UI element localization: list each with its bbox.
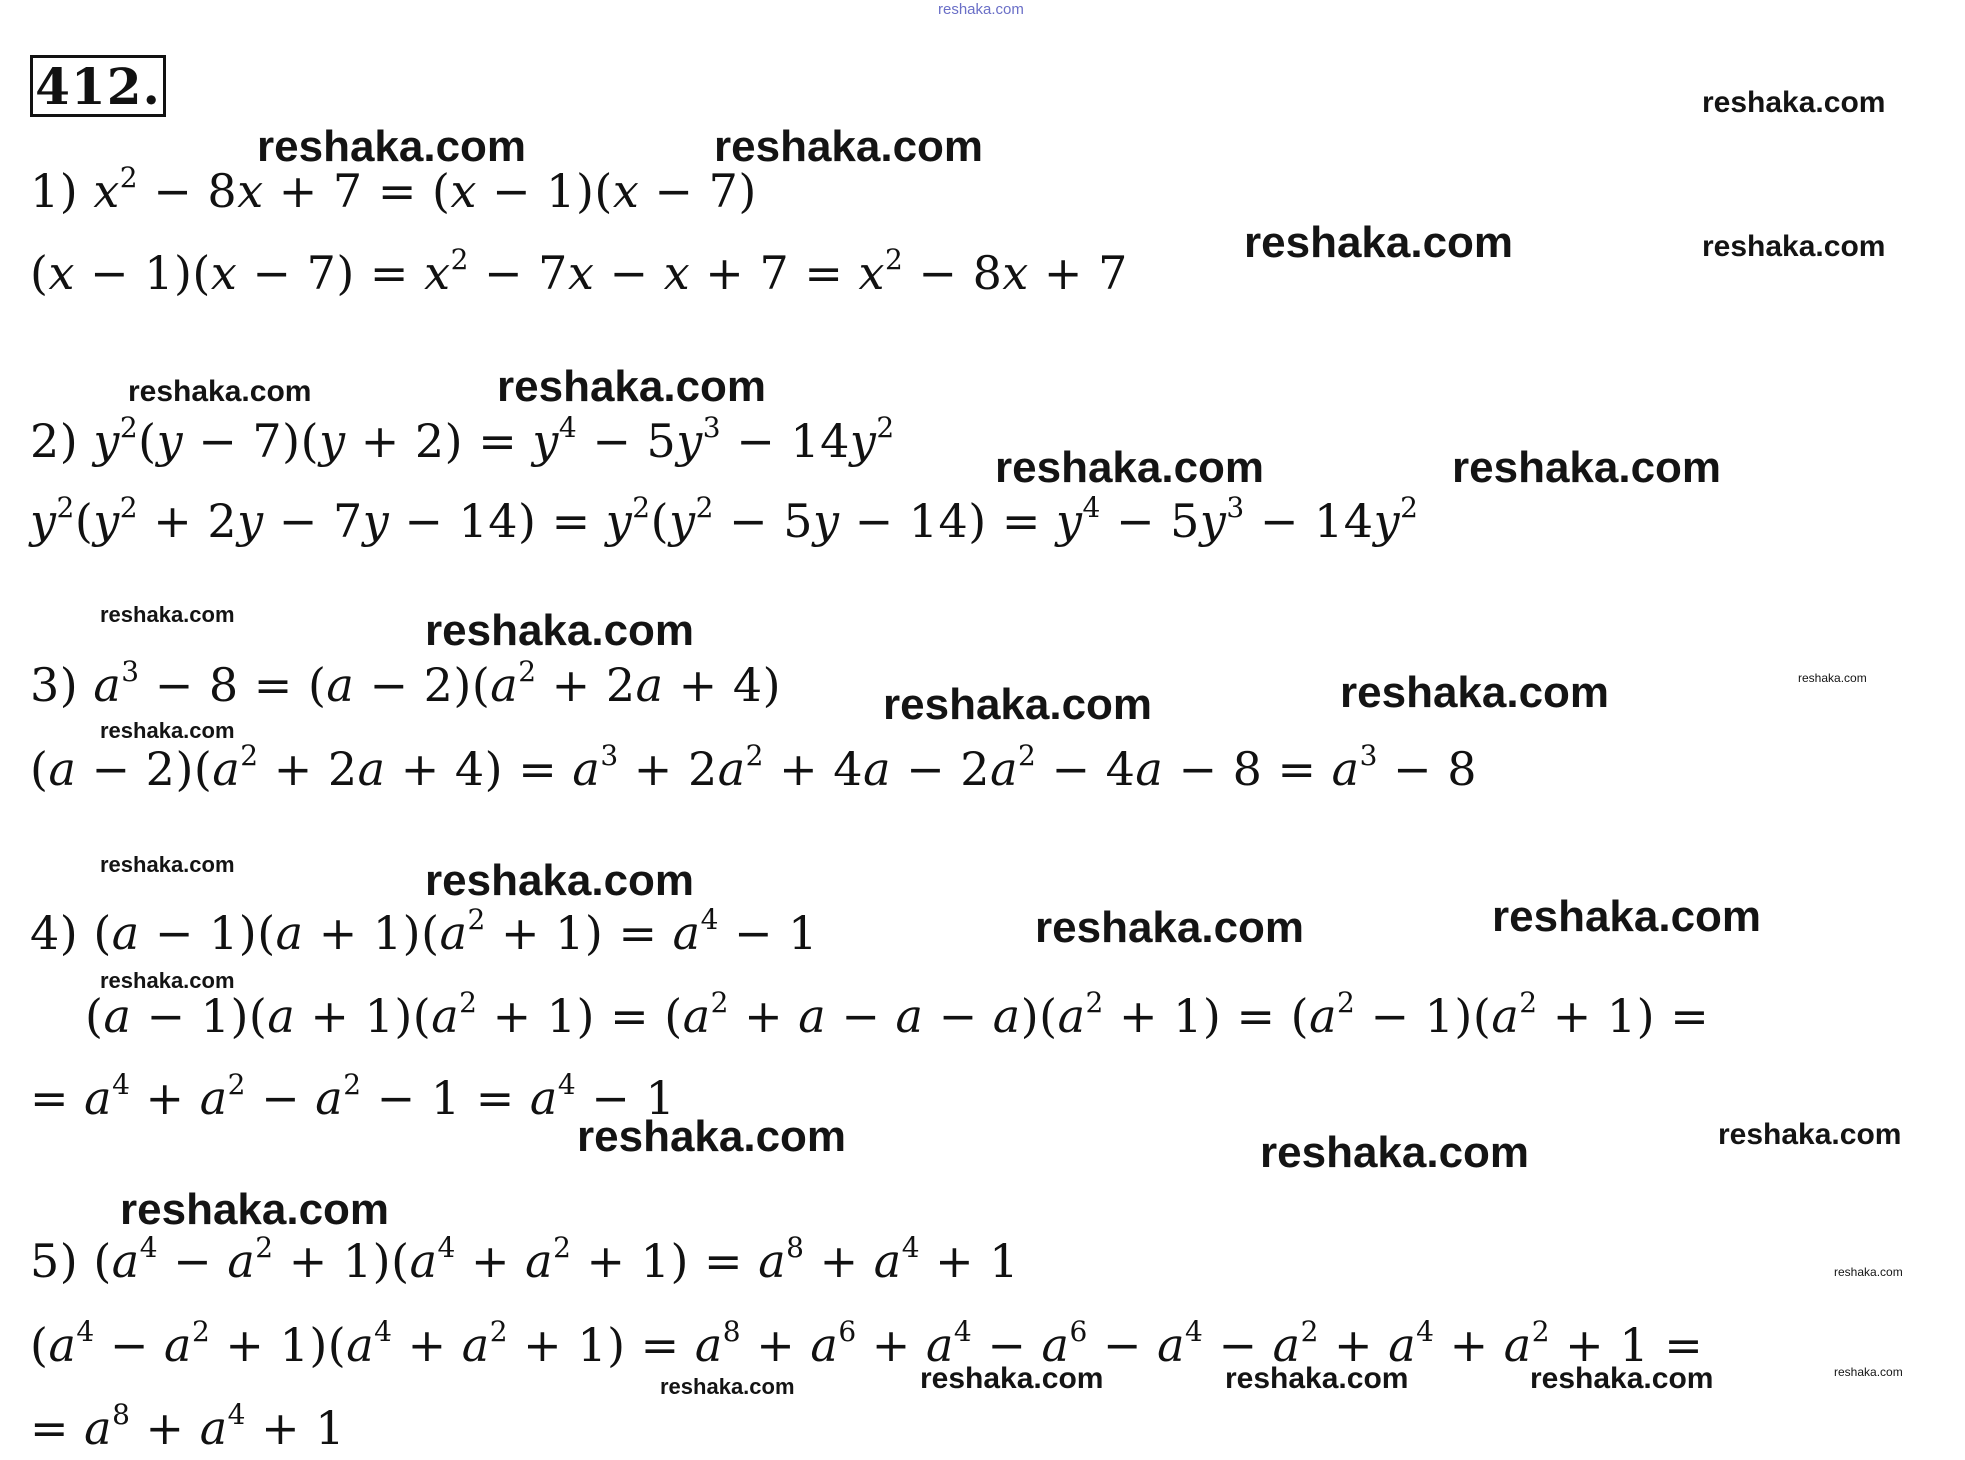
watermark: reshaka.com	[1702, 86, 1886, 119]
math-line: 4) $(a - 1)(a + 1)(a^2 + 1) = a^4 - 1$	[30, 903, 818, 960]
watermark: reshaka.com	[577, 1112, 847, 1161]
watermark: reshaka.com	[1225, 1362, 1409, 1395]
watermark: reshaka.com	[995, 443, 1265, 492]
math-line: 5) $(a^4 - a^2 + 1)(a^4 + a^2 + 1) = a^8 + a^4 + 1$	[30, 1231, 1020, 1288]
watermark: reshaka.com	[1492, 892, 1762, 941]
watermark: reshaka.com	[714, 122, 984, 171]
watermark: reshaka.com	[425, 606, 695, 655]
watermark: reshaka.com	[425, 856, 695, 905]
watermark: reshaka.com	[1530, 1362, 1714, 1395]
watermark: reshaka.com	[497, 362, 767, 411]
watermark: reshaka.com	[1834, 1365, 1903, 1379]
problem-number: 412.	[30, 55, 166, 117]
watermark: reshaka.com	[1834, 1265, 1903, 1279]
watermark: reshaka.com	[1702, 230, 1886, 263]
math-line: $(a - 1)(a + 1)(a^2 + 1) = (a^2 + a - a - a)(a^2 + 1) = (a^2 - 1)(a^2 + 1)$ =	[85, 986, 1710, 1043]
watermark: reshaka.com	[1452, 443, 1722, 492]
watermark-top: reshaka.com	[938, 1, 1024, 18]
math-line: $(a - 2)(a^2 + 2a + 4) = a^3 + 2a^2 + 4a - 2a^2 - 4a - 8 = a^3 - 8$	[30, 739, 1477, 796]
watermark: reshaka.com	[100, 968, 235, 993]
watermark: reshaka.com	[660, 1374, 795, 1399]
watermark: reshaka.com	[1260, 1128, 1530, 1177]
watermark: reshaka.com	[1340, 668, 1610, 717]
math-line: $y^2(y^2 + 2y - 7y - 14) = y^2(y^2 - 5y - 14) = y^4 - 5y^3 - 14y^2$	[30, 491, 1419, 548]
math-line: 2) $y^2(y - 7)(y + 2) = y^4 - 5y^3 - 14y^2$	[30, 411, 895, 468]
math-line: $(x - 1)(x - 7) = x^2 - 7x - x + 7 = x^2 - 8x + 7$	[30, 243, 1128, 300]
watermark: reshaka.com	[1035, 903, 1305, 952]
watermark: reshaka.com	[100, 718, 235, 743]
math-line: 1) $x^2 - 8x + 7 = (x - 1)(x - 7)$	[30, 161, 757, 218]
math-line: $(a^4 - a^2 + 1)(a^4 + a^2 + 1) = a^8 + a^6 + a^4 - a^6 - a^4 - a^2 + a^4 + a^2 + 1$ =	[30, 1315, 1704, 1372]
watermark: reshaka.com	[920, 1362, 1104, 1395]
math-line: = $a^8 + a^4 + 1$	[30, 1398, 346, 1455]
watermark: reshaka.com	[1244, 218, 1514, 267]
watermark: reshaka.com	[128, 375, 312, 408]
watermark: reshaka.com	[120, 1185, 390, 1234]
math-line: = $a^4 + a^2 - a^2 - 1 = a^4 - 1$	[30, 1068, 676, 1125]
watermark: reshaka.com	[883, 680, 1153, 729]
watermark: reshaka.com	[1718, 1118, 1902, 1151]
watermark: reshaka.com	[100, 852, 235, 877]
watermark: reshaka.com	[1798, 671, 1867, 685]
watermark: reshaka.com	[257, 122, 527, 171]
watermark: reshaka.com	[100, 602, 235, 627]
math-line: 3) $a^3 - 8 = (a - 2)(a^2 + 2a + 4)$	[30, 655, 782, 712]
